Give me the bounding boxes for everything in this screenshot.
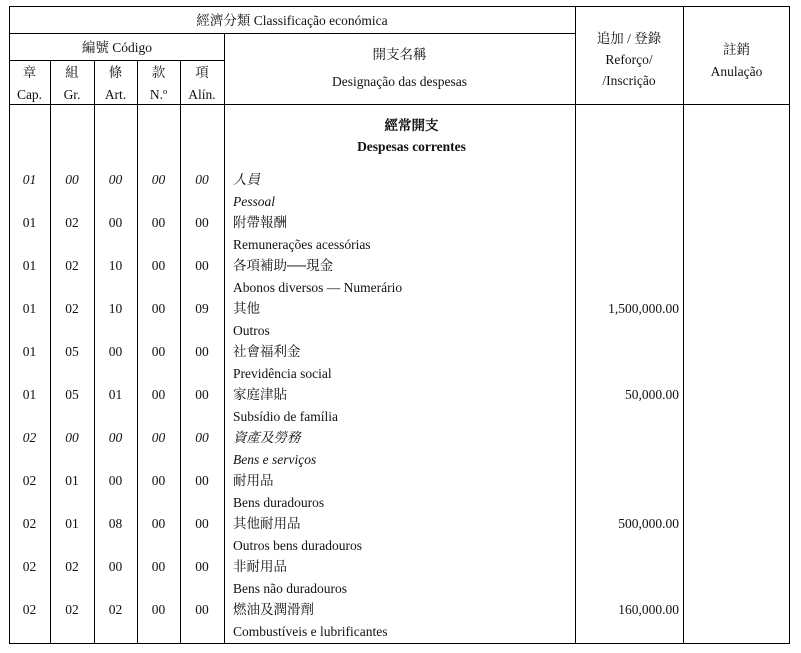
code-gr: 01 xyxy=(65,516,79,531)
code-art: 10 xyxy=(108,301,123,316)
code-art: 00 xyxy=(108,559,123,574)
code-alin: 00 xyxy=(195,387,209,402)
header-art-zh: 條 xyxy=(108,65,123,80)
code-art: 00 xyxy=(108,473,123,488)
code-cap: 01 xyxy=(22,344,37,359)
designation-pt: Bens não duradouros xyxy=(233,581,347,596)
code-cap: 01 xyxy=(22,258,37,273)
code-no: 00 xyxy=(151,430,166,445)
code-art: 10 xyxy=(108,258,123,273)
code-alin: 00 xyxy=(195,602,209,617)
code-gr: 01 xyxy=(65,473,79,488)
code-cap: 02 xyxy=(22,602,37,617)
rule-under-classification xyxy=(9,33,575,34)
code-alin: 00 xyxy=(195,559,209,574)
designation-pt: Outros xyxy=(233,323,270,338)
designation-zh: 社會福利金 xyxy=(233,344,301,359)
code-gr: 00 xyxy=(65,172,79,187)
amount-reforco: 160,000.00 xyxy=(618,602,679,617)
rule-under-code xyxy=(9,60,225,61)
code-alin: 00 xyxy=(195,172,209,187)
designation-pt: Subsídio de família xyxy=(233,409,338,424)
designation-zh: 其他 xyxy=(233,301,260,316)
header-cap-pt: Cap. xyxy=(16,87,43,102)
code-gr: 02 xyxy=(65,258,79,273)
designation-zh: 家庭津貼 xyxy=(233,387,287,402)
code-no: 00 xyxy=(151,516,166,531)
code-gr: 05 xyxy=(65,387,79,402)
designation-zh: 人員 xyxy=(233,172,260,187)
amount-reforco: 1,500,000.00 xyxy=(608,301,679,316)
code-alin: 00 xyxy=(195,473,209,488)
code-no: 00 xyxy=(151,559,166,574)
header-classification: 經濟分類 Classificação económica xyxy=(196,13,388,28)
header-anulacao-zh: 註銷 xyxy=(723,42,750,57)
header-gr-zh: 組 xyxy=(65,65,79,80)
code-art: 00 xyxy=(108,215,123,230)
designation-pt: Combustíveis e lubrificantes xyxy=(233,624,388,639)
designation-pt: Previdência social xyxy=(233,366,332,381)
header-no-pt: N.º xyxy=(149,87,168,102)
code-gr: 02 xyxy=(65,301,79,316)
code-no: 00 xyxy=(151,301,166,316)
code-cap: 01 xyxy=(22,387,37,402)
code-alin: 00 xyxy=(195,430,209,445)
header-reforco-pt1: Reforço/ xyxy=(605,52,653,67)
code-cap: 01 xyxy=(22,215,37,230)
header-cap-zh: 章 xyxy=(22,65,37,80)
designation-zh: 附帶報酬 xyxy=(233,215,287,230)
header-code: 編號 Código xyxy=(81,40,153,55)
designation-pt: Remunerações acessórias xyxy=(233,237,371,252)
code-no: 00 xyxy=(151,387,166,402)
code-cap: 02 xyxy=(22,559,37,574)
code-art: 00 xyxy=(108,172,123,187)
code-cap: 02 xyxy=(22,516,37,531)
code-gr: 02 xyxy=(65,215,79,230)
rule-col-reforco xyxy=(575,6,576,644)
rule-under-header xyxy=(9,104,790,105)
header-anulacao-pt: Anulação xyxy=(710,64,763,79)
designation-pt: Abonos diversos — Numerário xyxy=(233,280,403,295)
code-no: 00 xyxy=(151,258,166,273)
designation-zh: 各項補助──現金 xyxy=(233,258,334,273)
code-art: 01 xyxy=(108,387,123,402)
code-alin: 09 xyxy=(195,301,209,316)
header-art-pt: Art. xyxy=(104,87,127,102)
designation-zh: 其他耐用品 xyxy=(233,516,301,531)
code-cap: 02 xyxy=(22,430,37,445)
code-art: 00 xyxy=(108,430,123,445)
code-gr: 05 xyxy=(65,344,79,359)
code-art: 02 xyxy=(108,602,123,617)
designation-pt: Outros bens duradouros xyxy=(233,538,362,553)
header-designation-pt: Designação das despesas xyxy=(332,74,467,89)
code-cap: 01 xyxy=(22,301,37,316)
code-no: 00 xyxy=(151,344,166,359)
header-alin-pt: Alín. xyxy=(188,87,216,102)
amount-reforco: 500,000.00 xyxy=(618,516,679,531)
code-alin: 00 xyxy=(195,215,209,230)
header-alin-zh: 項 xyxy=(195,65,209,80)
designation-pt: Bens duradouros xyxy=(233,495,325,510)
rule-col-anulacao xyxy=(683,6,684,644)
designation-pt: Pessoal xyxy=(233,194,275,209)
header-reforco-pt2: /Inscrição xyxy=(602,73,656,88)
header-designation-zh: 開支名稱 xyxy=(372,47,427,62)
designation-zh: 燃油及潤滑劑 xyxy=(233,602,314,617)
code-no: 00 xyxy=(151,602,166,617)
code-no: 00 xyxy=(151,215,166,230)
code-no: 00 xyxy=(151,473,166,488)
designation-zh: 耐用品 xyxy=(233,473,274,488)
header-reforco-zh: 追加 / 登錄 xyxy=(596,31,662,46)
code-art: 08 xyxy=(108,516,123,531)
code-alin: 00 xyxy=(195,516,209,531)
amount-reforco: 50,000.00 xyxy=(625,387,679,402)
code-gr: 00 xyxy=(65,430,79,445)
designation-zh: 資產及勞務 xyxy=(233,430,301,445)
code-cap: 02 xyxy=(22,473,37,488)
code-art: 00 xyxy=(108,344,123,359)
header-gr-pt: Gr. xyxy=(63,87,81,102)
code-cap: 01 xyxy=(22,172,37,187)
code-alin: 00 xyxy=(195,344,209,359)
section-title-pt: Despesas correntes xyxy=(357,139,466,154)
designation-pt: Bens e serviços xyxy=(233,452,317,467)
code-gr: 02 xyxy=(65,559,79,574)
code-alin: 00 xyxy=(195,258,209,273)
code-no: 00 xyxy=(151,172,166,187)
designation-zh: 非耐用品 xyxy=(233,559,287,574)
code-gr: 02 xyxy=(65,602,79,617)
header-no-zh: 款 xyxy=(151,65,166,80)
section-title-zh: 經常開支 xyxy=(384,118,439,133)
